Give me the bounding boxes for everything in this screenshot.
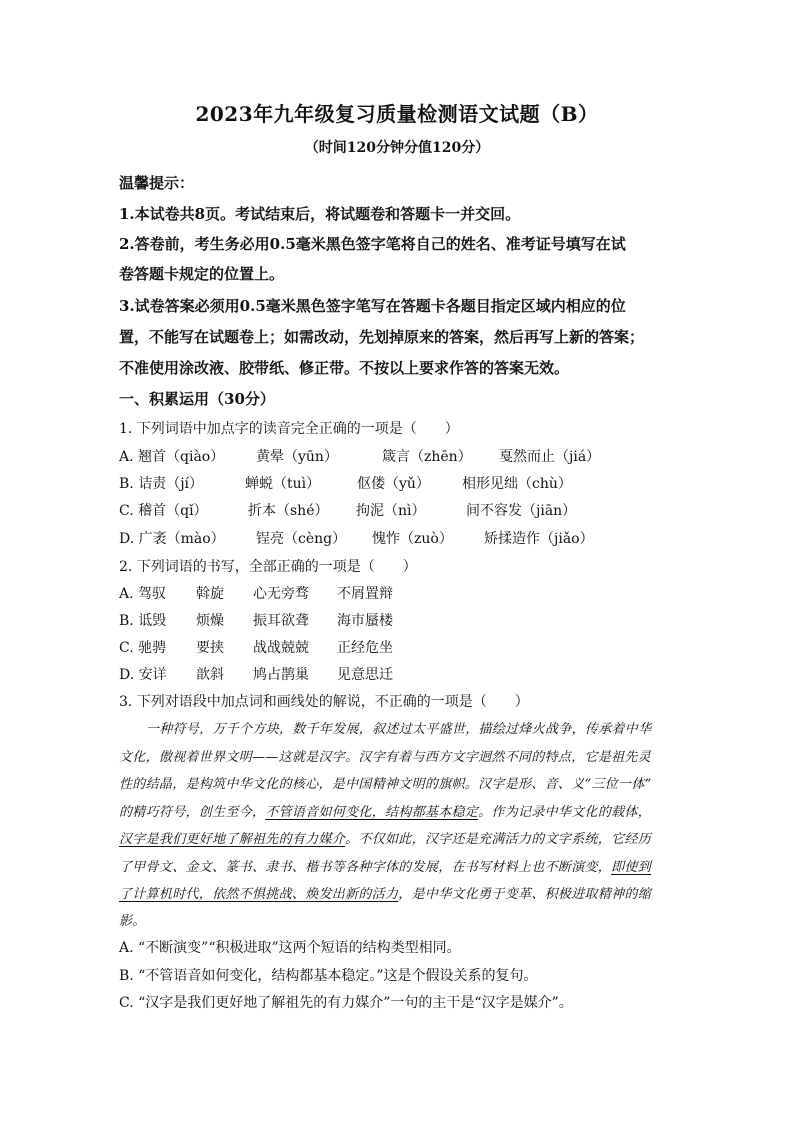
option-term: C. 驰骋 bbox=[119, 640, 167, 656]
question-3-stem: 3. 下列对语段中加点词和画线处的解说，不正确的一项是（ ） bbox=[119, 694, 529, 710]
passage-text: 了甲骨文、金文、篆书、隶书、楷书等各种字体的发展，在书写材料上也不断演变， bbox=[119, 860, 612, 875]
option-term: 折本（shé） bbox=[248, 503, 329, 519]
question-1-option-c bbox=[119, 500, 576, 520]
option-term: 斡旋 bbox=[196, 586, 224, 602]
passage-line: 性的结晶，是构筑中华文化的核心，是中国精神文明的旗帜。汉字是形、音、义“三位一体” bbox=[119, 777, 652, 792]
question-2-option-c bbox=[119, 637, 393, 657]
question-1-option-a bbox=[119, 446, 600, 466]
option-term: 矫揉造作（jiǎo） bbox=[484, 531, 594, 547]
underlined-phrase: 不管语音如何变化，结构都基本稳定 bbox=[265, 805, 479, 820]
question-1-option-b bbox=[119, 473, 572, 493]
option-term: 战战兢兢 bbox=[253, 640, 309, 656]
notice-heading: 温馨提示： bbox=[119, 174, 195, 192]
option-term: 歆斜 bbox=[196, 667, 224, 683]
notice-item-1: 1.本试卷共8页。考试结束后，将试题卷和答题卡一并交回。 bbox=[119, 205, 521, 223]
notice-item-2-line-1: 2.答卷前，考生务必用0.5毫米黑色签字笔将自己的姓名、准考证号填写在试 bbox=[119, 235, 626, 253]
option-term: 烦燥 bbox=[196, 613, 224, 629]
passage-line bbox=[119, 828, 651, 847]
question-3-option-a: A. “不断演变”“积极进取”这两个短语的结构类型相同。 bbox=[119, 940, 461, 956]
option-term: C. 稽首（qǐ） bbox=[119, 503, 208, 519]
passage-text: 。作为记录中华文化的载体， bbox=[478, 805, 652, 820]
question-3-option-b: B. “不管语音如何变化，结构都基本稳定。”这是个假设关系的复句。 bbox=[119, 968, 538, 984]
notice-item-3-line-3: 不准使用涂改液、胶带纸、修正带。不按以上要求作答的答案无效。 bbox=[119, 359, 570, 377]
question-2-option-d bbox=[119, 664, 393, 684]
passage-line: 影。 bbox=[119, 914, 146, 929]
question-2-stem: 2. 下列词语的书写，全部正确的一项是（ ） bbox=[119, 559, 417, 575]
notice-item-3-line-2: 置，不能写在试题卷上；如需改动，先划掉原来的答案，然后再写上新的答案； bbox=[119, 328, 645, 346]
notice-item-3-line-1: 3.试卷答案必须用0.5毫米黑色签字笔写在答题卡各题目指定区域内相应的位 bbox=[119, 297, 626, 315]
underlined-phrase: 即使到 bbox=[611, 860, 652, 875]
option-term: 不屑置辩 bbox=[337, 586, 393, 602]
option-term: B. 诘责（jí） bbox=[119, 476, 204, 492]
option-term: D. 广袤（mào） bbox=[119, 531, 225, 547]
option-term: 鸠占鹊巢 bbox=[253, 667, 309, 683]
option-term: 见意思迁 bbox=[337, 667, 393, 683]
section-heading: 一、积累运用（30分） bbox=[119, 390, 275, 408]
option-term: 蝉蜕（tuì） bbox=[245, 476, 321, 492]
option-term: 间不容发（jiān） bbox=[466, 503, 577, 519]
option-term: 心无旁骛 bbox=[253, 586, 309, 602]
passage-text: ，是中华文化勇于变革、积极进取精神的缩 bbox=[398, 887, 652, 902]
notice-item-2-line-2: 卷答题卡规定的位置上。 bbox=[119, 265, 285, 283]
option-term: 伛偻（yǔ） bbox=[357, 476, 430, 492]
option-term: 锃亮（cèng） bbox=[256, 531, 347, 547]
option-term: B. 诋毁 bbox=[119, 613, 167, 629]
passage-line bbox=[119, 856, 651, 875]
option-term: 拘泥（nì） bbox=[356, 503, 426, 519]
option-term: A. 翘首（qiào） bbox=[119, 449, 225, 465]
option-term: 要挟 bbox=[196, 640, 224, 656]
page-title: 2023年九年级复习质量检测语文试题（B） bbox=[195, 102, 599, 126]
option-term: 愧怍（zuò） bbox=[372, 531, 453, 547]
option-term: 振耳欲聋 bbox=[253, 613, 309, 629]
option-term: 相形见绌（chù） bbox=[462, 476, 572, 492]
underlined-phrase: 汉字是我们更好地了解祖先的有力媒介 bbox=[119, 832, 346, 847]
option-term: D. 安详 bbox=[119, 667, 167, 683]
question-1-option-d bbox=[119, 528, 594, 548]
option-term: 箴言（zhēn） bbox=[382, 449, 472, 465]
question-3-option-c: C. “汉字是我们更好地了解祖先的有力媒介”一句的主干是“汉字是媒介”。 bbox=[119, 995, 573, 1011]
page-subtitle: （时间120分钟分值120分） bbox=[304, 140, 490, 156]
option-term: 正经危坐 bbox=[337, 640, 393, 656]
passage-line: 一种符号，万千个方块，数千年发展，叙述过太平盛世，描绘过烽火战争，传承着中华 bbox=[146, 722, 652, 737]
passage-text: 。不仅如此，汉字还是充满活力的文字系统，它经历 bbox=[345, 832, 652, 847]
question-2-option-a bbox=[119, 583, 393, 603]
question-1-stem: 1. 下列词语中加点字的读音完全正确的一项是（ ） bbox=[119, 421, 459, 437]
question-2-option-b bbox=[119, 610, 393, 630]
passage-text: 的精巧符号，创生至今， bbox=[119, 805, 266, 820]
option-term: 海市蜃楼 bbox=[337, 613, 393, 629]
passage-line bbox=[119, 883, 651, 902]
passage-line: 文化，傲视着世界文明——这就是汉字。汉字有着与西方文字迥然不同的特点，它是祖先灵 bbox=[119, 750, 652, 765]
option-term: 黄晕（yūn） bbox=[256, 449, 338, 465]
passage-line bbox=[119, 801, 651, 820]
underlined-phrase: 了计算机时代，依然不惧挑战、焕发出新的活力 bbox=[119, 887, 399, 902]
option-term: A. 驾驭 bbox=[119, 586, 167, 602]
option-term: 戛然而止（jiá） bbox=[499, 449, 601, 465]
